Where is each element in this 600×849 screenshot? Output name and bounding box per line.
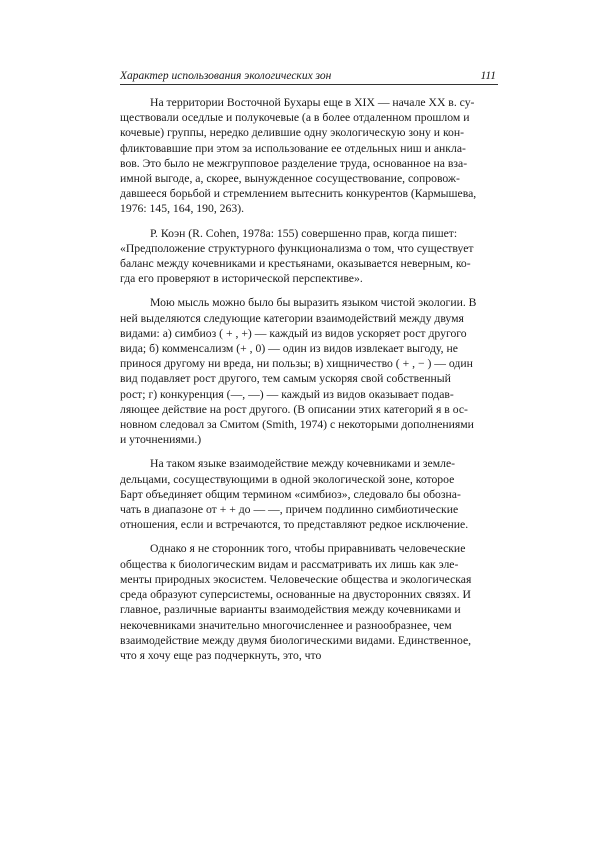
paragraph: [120, 541, 498, 663]
body-text: [120, 95, 498, 672]
chapter-title: Характер использования экологических зон: [120, 70, 332, 82]
text-line: вида; б) комменсализм (+ , 0) — один из видов извлекает выгоду, не: [120, 342, 458, 356]
text-line: Мою мысль можно было бы выразить языком чистой экологии. В: [150, 296, 477, 310]
text-line: рост; г) конкуренция (—, —) — каждый из видов оказывает подав-: [120, 387, 454, 401]
text-line: гда его проверяют в исторической перспективе».: [120, 272, 363, 286]
text-line: чать в диапазоне от + + до — —, причем подлинно симбиотические: [120, 503, 459, 517]
paragraph: [120, 95, 498, 217]
text-line: «Предположение структурного функционализма о том, что существует: [120, 241, 474, 255]
text-line: Барт объединяет общим термином «симбиоз», следовало бы обозна-: [120, 487, 461, 501]
paragraph: [120, 456, 498, 532]
text-line: ней выделяются следующие категории взаимодействий между двумя: [120, 311, 464, 325]
text-line: отношения, если и встречаются, то представляют редкое исключение.: [120, 518, 469, 532]
text-line: На территории Восточной Бухары еще в XIX — начале XX в. су-: [150, 96, 475, 109]
text-line: 1976: 145, 164, 190, 263).: [120, 202, 245, 216]
running-header: [120, 70, 498, 85]
text-line: главное, различные варианты взаимодействия между кочевниками и: [120, 603, 461, 617]
text-line: имной выгоде, а, скорее, вынужденное сосуществование, сопровож-: [120, 172, 460, 186]
text-line: фликтовавшие при этом за использование ее отдельных ниш и анкла-: [120, 141, 466, 155]
text-line: некочевниками значительно многочисленнее и разнообразнее, чем: [120, 618, 452, 632]
text-line: На таком языке взаимодействие между кочевниками и земле-: [150, 457, 456, 471]
text-line: менты природных экосистем. Человеческие общества и экологическая: [120, 572, 472, 586]
text-line: вов. Это было не межгрупповое разделение труда, основанное на вза-: [120, 156, 468, 170]
text-line: кочевые) группы, нередко делившие одну экологическую зону и кон-: [120, 126, 465, 140]
text-line: и уточнениями.): [120, 433, 202, 447]
text-line: что я хочу еще раз подчеркнуть, это, что: [120, 648, 322, 662]
text-line: принося другому ни вреда, ни пользы; в) хищничество ( + , − ) — один: [120, 357, 473, 371]
text-line: видами: а) симбиоз ( + , +) — каждый из видов ускоряет рост другого: [120, 326, 467, 340]
text-line: Однако я не сторонник того, чтобы приравнивать человеческие: [150, 542, 466, 556]
text-line: новном следовал за Смитом (Smith, 1974) с некоторыми дополнениями: [120, 418, 474, 432]
text-line: среда образуют суперсистемы, основанные на двусторонних связях. И: [120, 588, 471, 602]
text-line: Р. Коэн (R. Cohen, 1978a: 155) совершенно прав, когда пишет:: [150, 226, 458, 240]
page-number: 111: [480, 70, 496, 82]
text-line: взаимодействие между двумя биологическими видами. Единственное,: [120, 633, 472, 647]
text-line: вид подавляет рост другого, тем самым ускоряя свой собственный: [120, 372, 451, 386]
text-line: ществовали оседлые и полукочевые (а в более отдаленном прошлом и: [120, 111, 470, 125]
text-line: баланс между кочевниками и крестьянами, оказывается неверным, ко-: [120, 257, 471, 271]
text-line: давшееся борьбой и стремлением вытеснить конкурентов (Кармышева,: [120, 187, 477, 201]
text-line: дельцами, сосуществующими в одной экологической зоне, которое: [120, 472, 455, 486]
paragraph: [120, 295, 498, 447]
paragraph: [120, 226, 498, 287]
text-line: общества к биологическим видам и рассматривать их лишь как эле-: [120, 557, 459, 571]
text-line: ляющее действие на рост другого. (В описании этих категорий я в ос-: [120, 402, 468, 416]
